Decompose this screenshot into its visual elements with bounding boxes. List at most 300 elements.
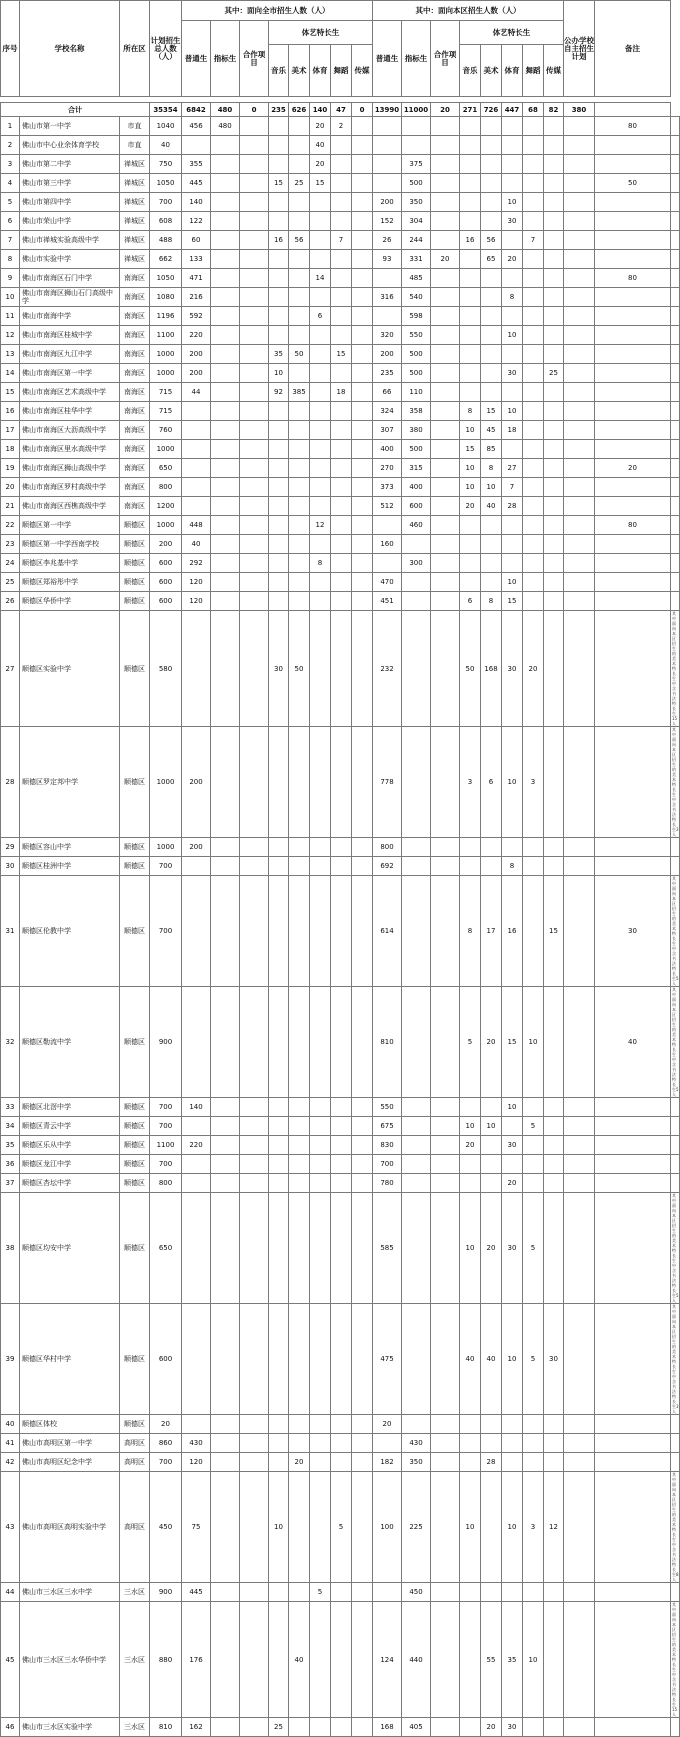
table-cell — [240, 402, 269, 421]
table-cell — [211, 592, 240, 611]
table-cell: 110 — [402, 383, 431, 402]
table-cell — [544, 269, 564, 288]
row-seq: 2 — [1, 136, 20, 155]
table-cell: 20 — [373, 1415, 402, 1434]
table-cell: 3 — [460, 727, 481, 838]
header-city-fine-arts: 美术 — [289, 45, 310, 97]
table-cell — [310, 535, 331, 554]
table-cell: 120 — [182, 1453, 211, 1472]
table-cell: 700 — [373, 1155, 402, 1174]
table-cell: 700 — [150, 876, 182, 987]
table-cell — [352, 857, 373, 876]
table-cell: 7 — [331, 231, 352, 250]
table-cell — [211, 1602, 240, 1718]
table-cell — [460, 193, 481, 212]
table-cell — [402, 727, 431, 838]
table-cell — [431, 1098, 460, 1117]
table-cell: 20 — [460, 497, 481, 516]
remark-cell — [671, 838, 680, 857]
table-cell — [460, 1415, 481, 1434]
district-cell: 南海区 — [120, 269, 150, 288]
table-cell — [502, 516, 523, 535]
table-cell: 16 — [460, 231, 481, 250]
school-name: 佛山市第一中学 — [20, 117, 120, 136]
table-cell: 44 — [182, 383, 211, 402]
table-cell: 30 — [502, 1193, 523, 1304]
remark-cell: 其中面向本区招生的美术特长生中含书法特长生15人 — [671, 611, 680, 727]
table-cell — [431, 611, 460, 727]
table-cell — [331, 421, 352, 440]
header-remark: 备注 — [595, 1, 671, 97]
district-cell: 禅城区 — [120, 212, 150, 231]
table-cell — [481, 516, 502, 535]
table-cell: 3 — [523, 1472, 544, 1583]
table-cell: 35 — [269, 345, 289, 364]
school-name: 佛山市南海区桂华中学 — [20, 402, 120, 421]
table-row — [1, 1415, 680, 1434]
row-seq: 4 — [1, 174, 20, 193]
table-cell — [289, 1583, 310, 1602]
table-cell — [269, 857, 289, 876]
table-cell: 15 — [502, 592, 523, 611]
table-cell — [431, 1136, 460, 1155]
table-cell — [240, 535, 269, 554]
table-cell — [289, 987, 310, 1098]
table-cell: 20 — [502, 250, 523, 269]
district-cell: 顺德区 — [120, 535, 150, 554]
table-cell — [523, 402, 544, 421]
table-cell — [431, 987, 460, 1098]
table-cell: 168 — [373, 1718, 402, 1737]
table-cell: 320 — [373, 326, 402, 345]
table-cell — [523, 345, 544, 364]
table-cell — [431, 573, 460, 592]
table-cell — [564, 136, 595, 155]
table-cell — [211, 174, 240, 193]
row-seq: 9 — [1, 269, 20, 288]
header-city-music: 音乐 — [269, 45, 289, 97]
table-cell: 650 — [150, 1193, 182, 1304]
table-cell — [564, 573, 595, 592]
table-cell — [564, 1453, 595, 1472]
table-cell — [211, 857, 240, 876]
table-cell: 316 — [373, 288, 402, 307]
table-cell — [481, 155, 502, 174]
table-cell: 900 — [150, 987, 182, 1098]
table-cell: 700 — [150, 1117, 182, 1136]
table-cell — [460, 212, 481, 231]
table-cell — [544, 440, 564, 459]
table-cell — [240, 1155, 269, 1174]
table-cell: 2 — [331, 117, 352, 136]
table-cell: 3 — [523, 727, 544, 838]
table-cell — [481, 174, 502, 193]
table-cell — [269, 1415, 289, 1434]
table-cell: 200 — [150, 535, 182, 554]
table-cell: 7 — [502, 478, 523, 497]
table-cell — [331, 193, 352, 212]
table-cell — [431, 345, 460, 364]
table-row — [1, 288, 680, 307]
table-cell — [310, 573, 331, 592]
remark-cell — [671, 288, 680, 307]
table-cell: 10 — [502, 402, 523, 421]
table-cell — [211, 987, 240, 1098]
row-seq: 38 — [1, 1193, 20, 1304]
table-cell — [460, 364, 481, 383]
table-cell — [402, 611, 431, 727]
school-name: 佛山市第四中学 — [20, 193, 120, 212]
table-cell: 800 — [150, 1174, 182, 1193]
table-cell — [352, 1602, 373, 1718]
table-cell — [431, 212, 460, 231]
remark-cell — [671, 212, 680, 231]
table-cell — [240, 1472, 269, 1583]
district-cell: 南海区 — [120, 288, 150, 307]
header-district: 所在区 — [120, 1, 150, 97]
table-cell — [460, 573, 481, 592]
table-row — [1, 117, 680, 136]
header-seq: 序号 — [1, 1, 20, 97]
table-cell — [331, 1174, 352, 1193]
table-cell — [544, 1718, 564, 1737]
header-local-dance: 舞蹈 — [523, 45, 544, 97]
table-cell — [269, 987, 289, 1098]
row-seq: 10 — [1, 288, 20, 307]
table-cell — [523, 554, 544, 573]
table-cell: 450 — [150, 1472, 182, 1583]
remark-cell — [671, 1453, 680, 1472]
table-cell: 10 — [269, 364, 289, 383]
table-cell: 500 — [402, 440, 431, 459]
table-cell: 20 — [481, 1193, 502, 1304]
table-cell — [352, 174, 373, 193]
table-cell — [402, 1174, 431, 1193]
table-cell — [331, 269, 352, 288]
table-cell: 5 — [331, 1472, 352, 1583]
table-cell — [595, 155, 671, 174]
table-cell: 1040 — [150, 117, 182, 136]
table-cell: 600 — [150, 554, 182, 573]
table-cell — [289, 554, 310, 573]
district-cell: 三水区 — [120, 1718, 150, 1737]
row-seq: 39 — [1, 1304, 20, 1415]
table-cell — [595, 497, 671, 516]
table-cell: 25 — [544, 364, 564, 383]
table-cell: 40 — [481, 497, 502, 516]
district-cell: 禅城区 — [120, 155, 150, 174]
table-cell — [289, 1718, 310, 1737]
table-cell — [523, 459, 544, 478]
table-cell — [431, 1472, 460, 1583]
table-cell — [502, 440, 523, 459]
table-cell: 300 — [402, 554, 431, 573]
table-cell — [331, 1117, 352, 1136]
table-cell — [544, 573, 564, 592]
row-seq: 35 — [1, 1136, 20, 1155]
remark-cell — [671, 516, 680, 535]
table-cell: 200 — [182, 838, 211, 857]
table-cell — [331, 364, 352, 383]
table-cell — [460, 1155, 481, 1174]
table-cell — [564, 117, 595, 136]
table-cell — [595, 288, 671, 307]
row-seq: 46 — [1, 1718, 20, 1737]
table-cell — [595, 1098, 671, 1117]
table-cell: 30 — [269, 611, 289, 727]
row-seq: 8 — [1, 250, 20, 269]
table-row — [1, 535, 680, 554]
table-cell — [269, 516, 289, 535]
table-cell: 40 — [150, 136, 182, 155]
table-cell: 30 — [502, 364, 523, 383]
table-cell — [331, 838, 352, 857]
table-cell: 380 — [402, 421, 431, 440]
table-cell — [289, 307, 310, 326]
row-seq: 13 — [1, 345, 20, 364]
table-cell — [523, 1098, 544, 1117]
table-cell — [523, 117, 544, 136]
district-cell: 南海区 — [120, 383, 150, 402]
table-cell — [564, 478, 595, 497]
table-cell — [431, 326, 460, 345]
table-cell — [402, 592, 431, 611]
table-cell — [564, 250, 595, 269]
remark-cell — [671, 497, 680, 516]
table-cell — [544, 1415, 564, 1434]
table-cell — [240, 876, 269, 987]
table-cell — [310, 288, 331, 307]
table-cell — [269, 1193, 289, 1304]
district-cell: 顺德区 — [120, 592, 150, 611]
table-cell: 20 — [502, 1174, 523, 1193]
table-cell — [460, 326, 481, 345]
table-row — [1, 307, 680, 326]
remark-cell — [671, 1117, 680, 1136]
table-row — [1, 1174, 680, 1193]
table-cell — [240, 1304, 269, 1415]
table-cell — [564, 288, 595, 307]
table-cell — [352, 497, 373, 516]
table-cell — [595, 193, 671, 212]
remark-cell — [671, 478, 680, 497]
row-seq: 20 — [1, 478, 20, 497]
table-cell: 700 — [150, 1155, 182, 1174]
table-cell: 456 — [182, 117, 211, 136]
table-row — [1, 155, 680, 174]
table-cell: 8 — [481, 459, 502, 478]
table-cell: 450 — [402, 1583, 431, 1602]
table-cell — [595, 573, 671, 592]
table-cell — [544, 838, 564, 857]
table-cell: 8 — [481, 592, 502, 611]
remark-cell — [671, 1583, 680, 1602]
remark-cell — [671, 193, 680, 212]
table-cell — [502, 838, 523, 857]
table-cell — [211, 838, 240, 857]
table-cell — [331, 288, 352, 307]
table-cell — [564, 1583, 595, 1602]
table-cell — [502, 136, 523, 155]
table-cell: 662 — [150, 250, 182, 269]
district-cell: 高明区 — [120, 1434, 150, 1453]
table-cell — [460, 1583, 481, 1602]
table-cell: 692 — [373, 857, 402, 876]
table-cell — [564, 345, 595, 364]
table-cell — [310, 345, 331, 364]
table-cell: 700 — [150, 1453, 182, 1472]
table-cell: 7 — [523, 231, 544, 250]
district-cell: 顺德区 — [120, 876, 150, 987]
table-cell — [481, 554, 502, 573]
remark-cell — [671, 136, 680, 155]
row-seq: 34 — [1, 1117, 20, 1136]
table-cell — [564, 440, 595, 459]
table-cell — [373, 516, 402, 535]
table-row — [1, 987, 680, 1098]
table-cell — [595, 1602, 671, 1718]
row-seq: 33 — [1, 1098, 20, 1117]
table-cell — [352, 1304, 373, 1415]
row-seq: 19 — [1, 459, 20, 478]
table-cell — [523, 592, 544, 611]
table-cell — [564, 727, 595, 838]
table-cell — [211, 1174, 240, 1193]
table-cell — [240, 478, 269, 497]
table-cell — [310, 364, 331, 383]
table-cell — [564, 1174, 595, 1193]
table-cell: 1000 — [150, 440, 182, 459]
table-cell: 30 — [502, 212, 523, 231]
table-cell — [595, 535, 671, 554]
table-cell — [269, 136, 289, 155]
table-cell — [460, 1174, 481, 1193]
table-cell — [211, 1193, 240, 1304]
table-cell — [523, 250, 544, 269]
table-cell — [481, 345, 502, 364]
district-cell: 高明区 — [120, 1453, 150, 1472]
table-body — [1, 97, 680, 1737]
table-cell — [352, 1155, 373, 1174]
table-cell — [564, 1193, 595, 1304]
table-cell: 152 — [373, 212, 402, 231]
table-cell: 65 — [481, 250, 502, 269]
table-cell — [431, 497, 460, 516]
header-school: 学校名称 — [20, 1, 120, 97]
table-cell: 1050 — [150, 174, 182, 193]
table-cell — [595, 1434, 671, 1453]
remark-cell — [671, 269, 680, 288]
table-cell — [544, 611, 564, 727]
table-cell: 10 — [502, 193, 523, 212]
total-cell: 480 — [211, 103, 240, 117]
table-cell — [460, 857, 481, 876]
school-name: 佛山市南海区里水高级中学 — [20, 440, 120, 459]
table-cell — [352, 250, 373, 269]
school-name: 佛山市禅城实验高级中学 — [20, 231, 120, 250]
table-cell: 182 — [373, 1453, 402, 1472]
table-cell — [481, 1155, 502, 1174]
table-cell — [431, 1583, 460, 1602]
remark-cell — [671, 326, 680, 345]
district-cell: 顺德区 — [120, 554, 150, 573]
table-cell: 20 — [310, 155, 331, 174]
table-cell — [269, 307, 289, 326]
district-cell: 顺德区 — [120, 573, 150, 592]
total-cell: 726 — [481, 103, 502, 117]
table-cell — [523, 497, 544, 516]
table-cell — [481, 383, 502, 402]
table-cell — [595, 383, 671, 402]
table-row — [1, 516, 680, 535]
table-cell — [269, 326, 289, 345]
table-cell: 10 — [502, 1304, 523, 1415]
table-cell: 20 — [289, 1453, 310, 1472]
table-cell — [595, 727, 671, 838]
table-cell — [211, 383, 240, 402]
table-cell — [544, 987, 564, 1098]
table-cell — [240, 1602, 269, 1718]
table-cell — [269, 535, 289, 554]
table-cell: 600 — [150, 592, 182, 611]
table-cell: 475 — [373, 1304, 402, 1415]
table-cell — [481, 326, 502, 345]
remark-cell — [671, 383, 680, 402]
table-cell — [564, 1434, 595, 1453]
table-cell — [431, 1117, 460, 1136]
table-cell — [331, 592, 352, 611]
header-local-normal: 普通生 — [373, 21, 402, 97]
district-cell: 南海区 — [120, 440, 150, 459]
school-name: 顺德区杏坛中学 — [20, 1174, 120, 1193]
table-cell — [289, 288, 310, 307]
table-cell: 780 — [373, 1174, 402, 1193]
table-cell — [373, 554, 402, 573]
remark-cell — [671, 1136, 680, 1155]
row-seq: 32 — [1, 987, 20, 1098]
table-cell — [595, 1193, 671, 1304]
table-cell — [544, 1174, 564, 1193]
table-cell: 10 — [460, 421, 481, 440]
table-cell — [523, 573, 544, 592]
table-cell — [544, 1193, 564, 1304]
table-cell — [269, 117, 289, 136]
table-cell — [269, 478, 289, 497]
table-cell — [544, 1098, 564, 1117]
header-local-coop: 合作项目 — [431, 21, 460, 97]
table-cell: 56 — [289, 231, 310, 250]
table-cell — [269, 1602, 289, 1718]
table-cell — [310, 1434, 331, 1453]
table-cell: 40 — [481, 1304, 502, 1415]
table-cell: 17 — [481, 876, 502, 987]
row-seq: 37 — [1, 1174, 20, 1193]
table-cell: 200 — [373, 193, 402, 212]
table-cell — [352, 1718, 373, 1737]
table-cell — [211, 876, 240, 987]
table-cell — [523, 212, 544, 231]
table-cell: 800 — [373, 838, 402, 857]
table-cell — [502, 307, 523, 326]
table-cell — [289, 1193, 310, 1304]
district-cell: 顺德区 — [120, 1304, 150, 1415]
table-cell — [269, 269, 289, 288]
table-cell — [352, 1098, 373, 1117]
table-cell — [211, 1304, 240, 1415]
row-seq: 15 — [1, 383, 20, 402]
district-cell: 市直 — [120, 136, 150, 155]
table-cell — [310, 478, 331, 497]
